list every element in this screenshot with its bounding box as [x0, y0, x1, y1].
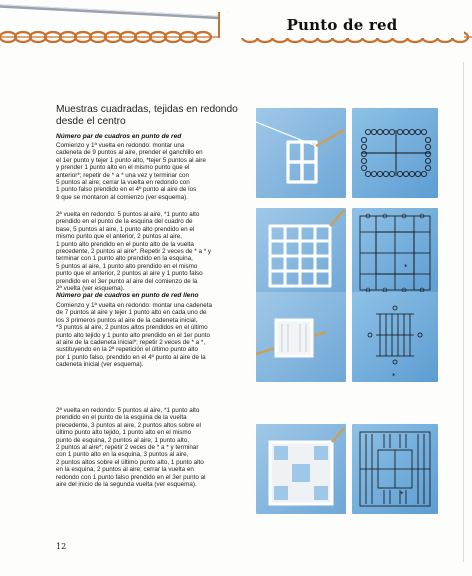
margin-rule	[463, 62, 464, 562]
block1-paragraph-2: 2ª vuelta en redondo: 5 puntos al aire, *1 punto alto prendido en el punto de la esquina del cuadro de base, 5 puntos al aire, 1 punto alto prendido en el mismo punto que el anterior, 2 puntos al aire, 1 punto alto prendido en el punto alto de la vuelta precedente, 2 puntos al aire*. Repetir 2 veces de * a * y terminar con 1 punto alto prendido en la esquina, 5 puntos al aire, 1 punto alto prendido en el mismo punto que el anterior, 2 puntos al aire y 1 punto falso prendido en el 3er punto al aire del comienzo de la 2ª vuelta (ver esquema).	[56, 211, 212, 293]
page-title: Punto de red	[218, 12, 464, 38]
svg-text:*: *	[392, 372, 396, 380]
svg-text:*: *	[400, 490, 404, 498]
section-title: Muestras cuadradas, tejidas en redondo desde el centro	[56, 104, 238, 127]
diagram-net-stitch-round-1	[352, 108, 438, 198]
block2-paragraph-1: Comienzo y 1ª vuelta en redondo: montar una cadeneta de 7 puntos al aire y tejer 1 punto alto en cada uno de los 3 primeros puntos al aire de la cadeneta inicial, *3 puntos al aire, 2 puntos altos prendidos en el último punto alto tejido y 1 punto alto prendido en el 1er punto al aire de la cadeneta inicial*; repetir 2 veces de * a *, sustituyendo en la 2ª repetición el último punto alto por 1 punto falso, prendido en el 4º punto al aire de la cadeneta inicial (ver esquema).	[56, 302, 213, 369]
block2-paragraph-2: 2ª vuelta en redondo: 5 puntos al aire, *1 punto alto prendido en el punto de la esquina de la vuelta precedente, 3 puntos al aire, 2 puntos altos sobre el último punto alto tejido, 1 punto alto en el mismo punto de esquina, 2 puntos al aire, 1 punto alto, 2 puntos al aire*; repetir 2 veces de * a * y terminar con 1 punto alto en la esquina, 3 puntos al aire, 2 puntos altos sobre el último punto alto, 1 punto alto en la esquina, 2 puntos al aire; cerrar la vuelta en redondo con 1 punto falso prendido en el 3er punto al aire del inicio de la segunda vuelta (ver esquema).	[56, 407, 206, 489]
diagram-net-stitch-round-2	[352, 208, 438, 298]
photo-net-stitch-round-1	[256, 108, 346, 198]
svg-text:*: *	[404, 263, 408, 271]
photo-filled-net-round-2	[256, 424, 346, 514]
page-header	[0, 0, 472, 62]
block1-paragraph-1: Comienzo y 1ª vuelta en redondo: montar una cadeneta de 9 puntos al aire, prender el ganchillo en el 1er punto y tejer 1 punto alto, *tejer 5 puntos al aire y prender 1 punto alto en el mismo punto que el anterior*; repetir de * a * una vez y terminar con 5 puntos al aire; cerrar la vuelta en redondo con 1 punto falso prendido en el 4º punto al aire de los 9 que se montaron al comienzo (ver esquema).	[56, 142, 206, 201]
diagram-filled-net-round-1	[352, 292, 438, 382]
page-number: 12	[56, 542, 67, 551]
photo-filled-net-round-1	[256, 292, 346, 382]
block1-heading: Número par de cuadros en punto de red	[56, 133, 182, 140]
photo-net-stitch-round-2	[256, 208, 346, 298]
diagram-filled-net-round-2	[352, 424, 438, 514]
block2-heading: Número par de cuadros en punto de red lleno	[56, 292, 199, 299]
